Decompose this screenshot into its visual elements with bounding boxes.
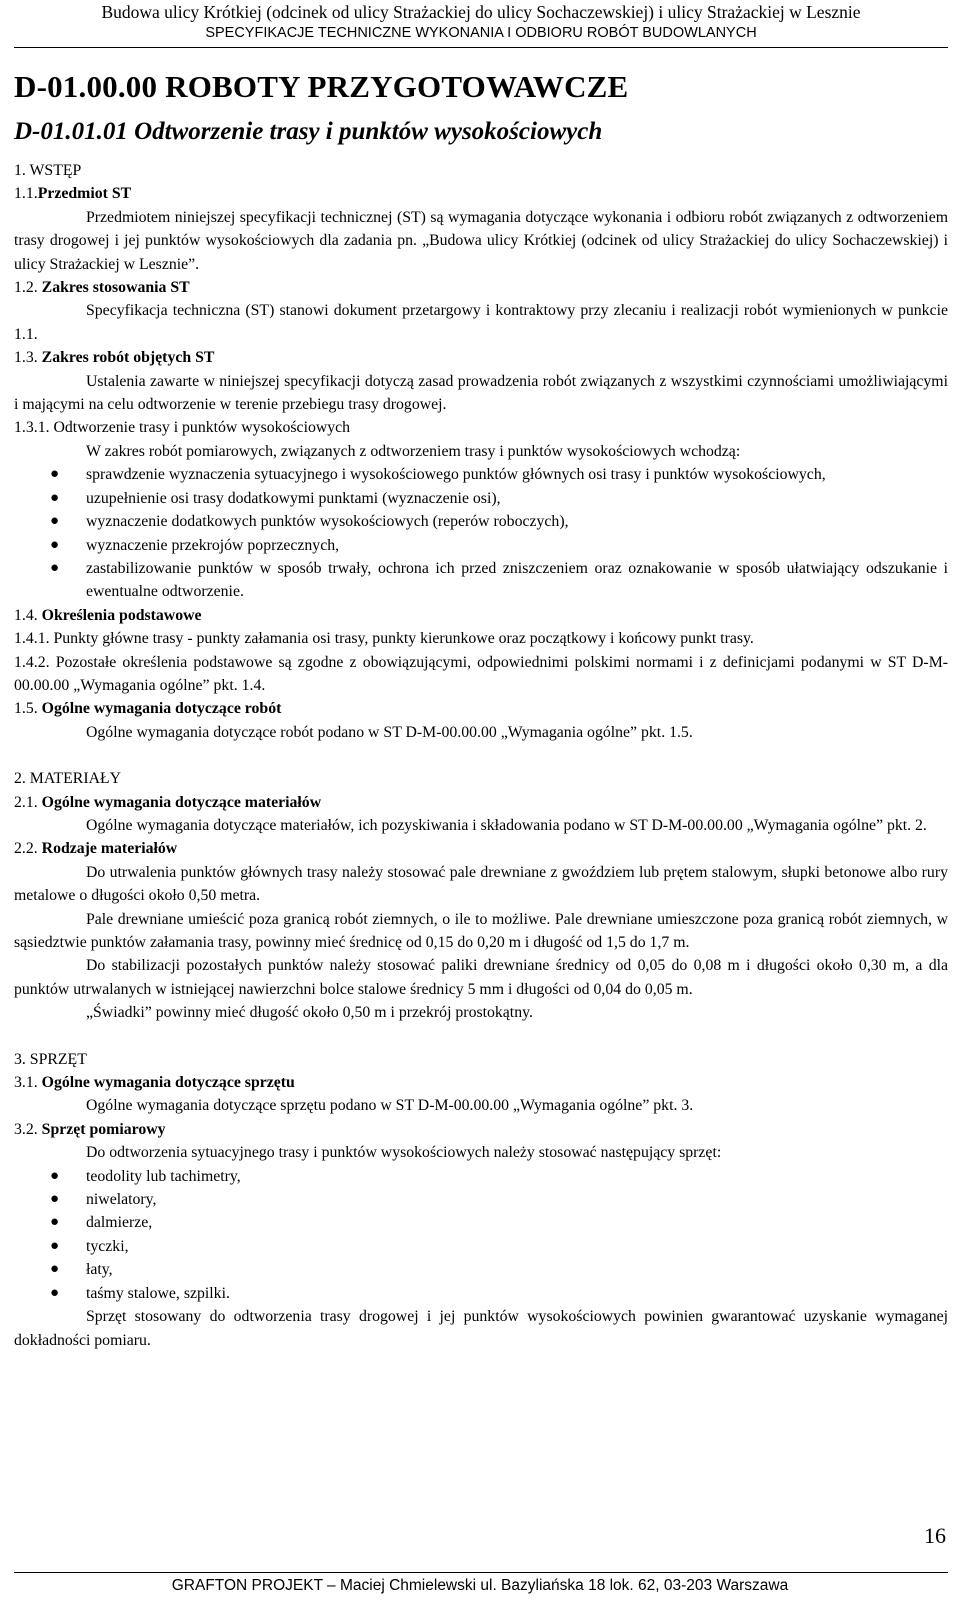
section-title: Przedmiot ST [37,185,132,203]
section-title: Zakres robót objętych ST [41,349,215,367]
list-item [14,510,948,533]
section-1-heading: 1. WSTĘP [14,162,82,179]
paragraph: Ogólne wymagania dotyczące robót podano w ST D-M-00.00.00 „Wymagania ogólne” pkt. 1.5. [86,723,693,741]
paragraph: Ogólne wymagania dotyczące sprzętu podano w ST D-M-00.00.00 „Wymagania ogólne” pkt. 3. [86,1097,694,1115]
list-item [14,1188,948,1211]
section-number: 2.2. [14,840,38,858]
section-title: Określenia podstawowe [41,606,202,624]
section-3-1-heading [14,1071,948,1094]
list-item [14,557,948,604]
paragraph: Przedmiotem niniejszej specyfikacji technicznej (ST) są wymagania dotyczące wykonania i odbioru robót związanych z odtworzeniem trasy drogowej i jej punktów wysokościowych dla zadania pn. „Budowa ulicy Krótkiej (odcinek od ulicy Strażackiej do ulicy Sochaczewskiej) i ulicy Strażackiej w Lesznie”. [14,208,948,273]
section-1-1-heading [14,182,948,205]
list-item-text: uzupełnienie osi trasy dodatkowymi punktami (wyznaczenie osi), [86,489,501,507]
section-number: 3.1. [14,1074,38,1092]
main-title: D-01.00.00 ROBOTY PRZYGOTOWAWCZE [14,69,629,104]
section-title: Rodzaje materiałów [41,840,178,858]
list-item [14,1211,948,1234]
bullet-icon: ● [50,466,60,483]
bullet-icon: ● [50,559,60,576]
list-item-text: tyczki, [86,1237,129,1255]
paragraph: Specyfikacja techniczna (ST) stanowi dokument przetargowy i kontraktowy przy zlecaniu i realizacji robót wymienionych w punkcie 1.1. [14,302,948,343]
list-item [14,534,948,557]
list-item-text: zastabilizowanie punktów w sposób trwały, ochrona ich przed zniszczeniem oraz oznakowanie w sposób ułatwiający odszukanie i ewentualne odtworzenie. [86,559,948,601]
section-1-4-heading [14,604,948,627]
section-3-heading: 3. SPRZĘT [14,1050,87,1068]
list-item [14,1235,948,1258]
bullet-icon: ● [50,1237,60,1254]
section-title: Ogólne wymagania dotyczące robót [41,700,282,718]
page-footer: GRAFTON PROJEKT – Maciej Chmielewski ul. Bazyliańska 18 lok. 62, 03-203 Warszawa [171,1577,789,1594]
paragraph: Pale drewniane umieścić poza granicą robót ziemnych, o ile to możliwe. Pale drewniane umieszczone poza granicą robót ziemnych, w sąsiedztwie punktów załamania trasy, powinny mieć średnicę od 0,15 do 0,20 m i długość od 1,5 do 1,7 m. [14,910,948,951]
list-item-text: niwelatory, [86,1191,157,1209]
list-item [14,1282,948,1305]
section-number: 1.3.1. [14,419,50,437]
section-number: 1.4. [14,606,38,624]
list-item-text: wyznaczenie dodatkowych punktów wysokościowych (reperów roboczych), [86,513,569,531]
section-number: 1.4.1. [14,630,50,648]
paragraph: Sprzęt stosowany do odtworzenia trasy drogowej i jej punktów wysokościowych powinien gwarantować uzyskanie wymaganej dokładności pomiaru. [14,1308,948,1349]
bullet-icon: ● [50,489,60,506]
list-item [14,1258,948,1281]
bullet-icon: ● [50,1261,60,1278]
bullet-list [14,463,948,603]
bullet-icon: ● [50,1284,60,1301]
header-divider [14,47,948,48]
section-title: Ogólne wymagania dotyczące materiałów [41,793,322,811]
section-title: Sprzęt pomiarowy [41,1120,166,1138]
section-number: 1.4.2. [14,653,50,671]
section-number: 1.3. [14,349,38,367]
section-title: Ogólne wymagania dotyczące sprzętu [41,1074,295,1092]
section-2-1-heading [14,791,948,814]
section-number: 3.2. [14,1120,38,1138]
list-item-text: wyznaczenie przekrojów poprzecznych, [86,536,340,554]
document-body [14,159,948,1352]
section-2-2-heading [14,837,948,860]
footer-divider [14,1572,948,1573]
section-title: Zakres stosowania ST [41,279,190,297]
bullet-icon: ● [50,536,60,553]
list-item [14,463,948,486]
section-1-3-heading [14,346,948,369]
header-title: Budowa ulicy Krótkiej (odcinek od ulicy Strażackiej do ulicy Sochaczewskiej) i ulicy Strażackiej w Lesznie [101,2,861,22]
paragraph [14,627,948,650]
paragraph-text: Punkty główne trasy - punkty załamania osi trasy, punkty kierunkowe oraz początkowy i końcowy punkt trasy. [53,630,754,648]
paragraph-text: Pozostałe określenia podstawowe są zgodne z obowiązującymi, odpowiednimi polskimi normami i z definicjami podanymi w ST D-M-00.00.00 „Wymagania ogólne” pkt. 1.4. [14,653,949,694]
bullet-list [14,1165,948,1305]
section-3-2-heading [14,1118,948,1141]
list-item [14,1165,948,1188]
page-number: 16 [924,1523,946,1548]
paragraph: Do odtworzenia sytuacyjnego trasy i punktów wysokościowych należy stosować następujący sprzęt: [86,1144,722,1162]
paragraph: Ustalenia zawarte w niniejszej specyfikacji dotyczą zasad prowadzenia robót związanych z wszystkimi czynnościami umożliwiającymi i mającymi na celu odtworzenie w terenie przebiegu trasy drogowej. [14,372,948,414]
section-number: 2.1. [14,793,38,811]
section-1-5-heading [14,697,948,720]
list-item-text: łaty, [86,1261,113,1279]
list-item-text: teodolity lub tachimetry, [86,1167,241,1185]
list-item-text: sprawdzenie wyznaczenia sytuacyjnego i wysokościowego punktów głównych osi trasy i punktów wysokościowych, [86,466,826,484]
paragraph: Do utrwalenia punktów głównych trasy należy stosować pale drewniane z gwoździem lub prętem stalowym, słupki betonowe albo rury metalowe o długości około 0,50 metra. [14,863,948,905]
bullet-icon: ● [50,1167,60,1184]
bullet-icon: ● [50,1191,60,1208]
paragraph: „Świadki” powinny mieć długość około 0,50 m i przekrój prostokątny. [86,1004,533,1022]
bullet-icon: ● [50,513,60,530]
paragraph: W zakres robót pomiarowych, związanych z odtworzeniem trasy i punktów wysokościowych wchodzą: [86,442,741,460]
paragraph: Ogólne wymagania dotyczące materiałów, ich pozyskiwania i składowania podano w ST D-M-00.00.00 „Wymagania ogólne” pkt. 2. [86,816,927,834]
paragraph: Do stabilizacji pozostałych punktów należy stosować paliki drewniane średnicy od 0,05 do 0,08 m i długości około 0,30 m, a dla punktów utrwalanych w istniejącej nawierzchni bolce stalowe średnicy 5 mm i długości od 0,04 do 0,05 m. [14,957,948,998]
section-number: 1.1. [14,185,38,203]
document-page [14,0,948,1352]
list-item-text: taśmy stalowe, szpilki. [86,1284,230,1302]
section-2-heading: 2. MATERIAŁY [14,770,122,788]
section-1-3-1-heading [14,416,948,439]
list-item [14,487,948,510]
section-title: Odtworzenie trasy i punktów wysokościowych [53,419,351,437]
paragraph [14,651,948,698]
page-header [14,0,948,43]
section-1-2-heading [14,276,948,299]
section-number: 1.2. [14,279,38,297]
list-item-text: dalmierze, [86,1214,153,1232]
section-number: 1.5. [14,700,38,718]
header-subtitle: SPECYFIKACJE TECHNICZNE WYKONANIA I ODBIORU ROBÓT BUDOWLANYCH [205,25,757,41]
sub-title: D-01.01.01 Odtworzenie trasy i punktów wysokościowych [14,118,603,145]
bullet-icon: ● [50,1214,60,1231]
